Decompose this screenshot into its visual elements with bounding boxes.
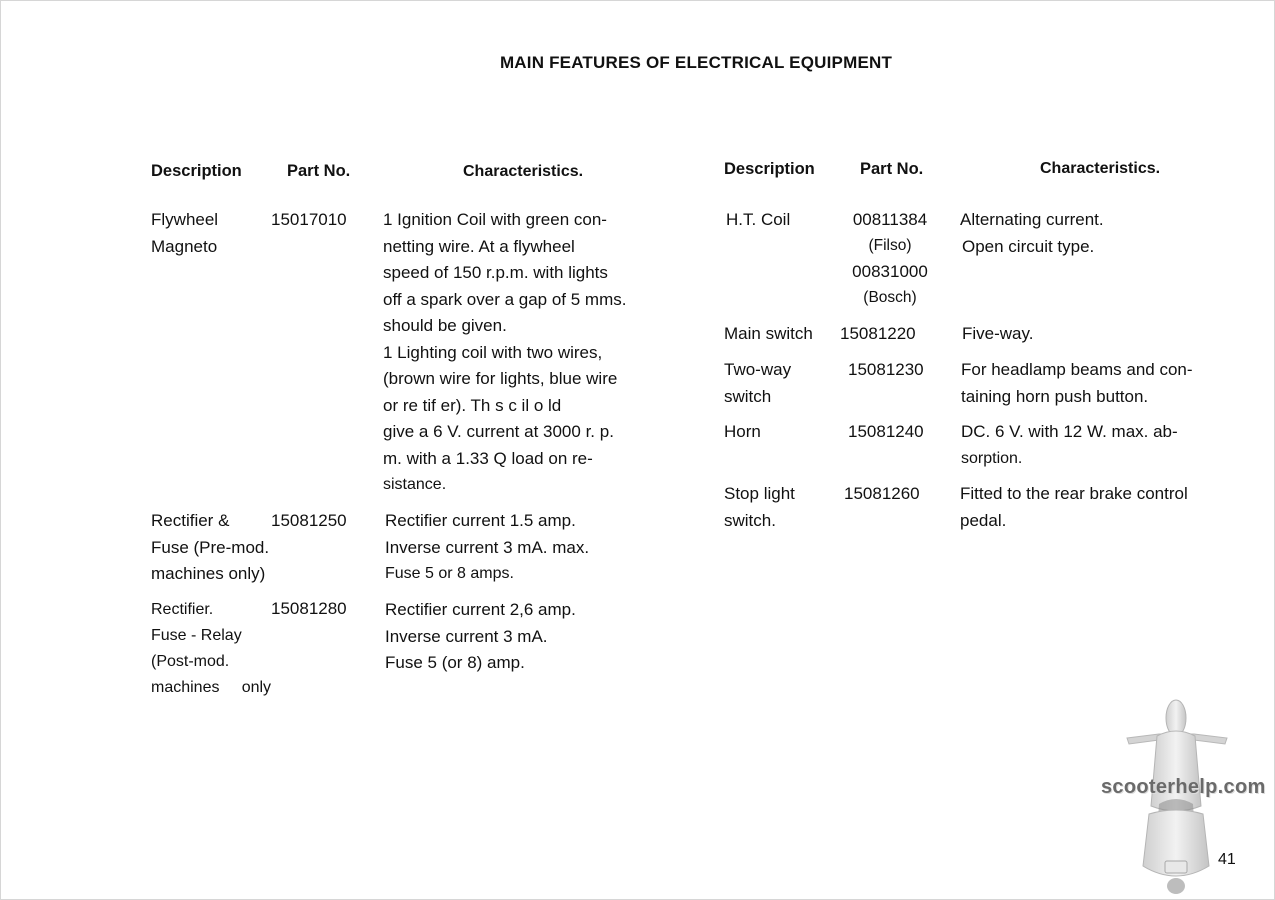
table-row-two-way-characteristics [961, 357, 1193, 410]
characteristic-line: (brown wire for lights, blue wire [383, 369, 618, 388]
table-row-rectifier-post-characteristics [385, 597, 576, 677]
characteristic-line: sistance. [383, 476, 447, 493]
characteristic-line: Fuse 5 or 8 amps. [385, 565, 514, 582]
table-row-flywheel-characteristics [383, 207, 626, 499]
header-characteristics-left: Characteristics. [463, 163, 584, 180]
description-line: Fuse (Pre-mod. [151, 537, 270, 557]
part-number-maker: (Filso) [868, 237, 912, 254]
table-row-rectifier-post-description [151, 597, 271, 701]
characteristic-line: or re tif er). Th s c il o ld [383, 395, 562, 415]
characteristic-line: DC. 6 V. with 12 W. max. ab- [961, 422, 1178, 441]
characteristic-line: pedal. [960, 510, 1007, 530]
characteristic-line: sorption. [961, 449, 1023, 467]
description-line: Two-way [724, 360, 792, 379]
header-description-right: Description [724, 160, 815, 178]
description-line: Flywheel [151, 210, 219, 229]
part-number: 15081220 [840, 324, 916, 343]
characteristic-line: Inverse current 3 mA. max. [385, 537, 590, 557]
characteristic-line: Rectifier current 1.5 amp. [385, 511, 576, 530]
description-line: (Post-mod. [151, 653, 230, 670]
table-row-rectifier-pre-characteristics [385, 508, 589, 588]
table-row-horn-characteristics [961, 419, 1178, 472]
page-number: 41 [1218, 851, 1236, 868]
characteristic-line: Fuse 5 (or 8) amp. [385, 653, 525, 672]
part-number: 15081250 [271, 511, 347, 530]
table-row-ht-coil-part-numbers [846, 207, 934, 311]
characteristic-line: 1 Lighting coil with two wires, [383, 342, 603, 362]
table-row-flywheel-description [151, 207, 218, 260]
header-part-no-right: Part No. [860, 160, 924, 178]
part-number: 15081280 [271, 599, 347, 618]
part-number: 00811384 [852, 210, 928, 229]
part-number: 15081230 [848, 360, 924, 379]
characteristic-line: speed of 150 r.p.m. with lights [383, 263, 608, 282]
table-row-rectifier-pre-description [151, 508, 269, 588]
characteristic-line: netting wire. At a flywheel [383, 236, 575, 256]
characteristic-line: Rectifier current 2,6 amp. [385, 600, 576, 619]
description-line: machines only) [151, 564, 266, 583]
characteristic-line: Five-way. [962, 324, 1034, 343]
table-row-stop-light-description [724, 481, 795, 534]
characteristic-line: Open circuit type. [962, 236, 1095, 256]
characteristic-line: taining horn push button. [961, 386, 1149, 406]
description-line: Fuse - Relay [151, 627, 242, 644]
table-row-two-way-description [724, 357, 791, 410]
description-line: Stop light [724, 484, 795, 503]
description-line: H.T. Coil [726, 210, 791, 229]
characteristic-line: should be given. [383, 316, 507, 335]
characteristic-line: For headlamp beams and con- [961, 360, 1193, 379]
description-line: Rectifier & [151, 511, 230, 530]
header-part-no-left: Part No. [287, 162, 351, 180]
part-number: 15081240 [848, 422, 924, 441]
description-line: switch. [724, 510, 776, 530]
description-line: Rectifier. [151, 601, 214, 618]
characteristic-line: give a 6 V. current at 3000 r. p. [383, 422, 614, 441]
characteristic-line: 1 Ignition Coil with green con- [383, 210, 607, 229]
header-description-left: Description [151, 162, 242, 180]
header-characteristics-right: Characteristics. [1040, 160, 1161, 177]
characteristic-line: off a spark over a gap of 5 mms. [383, 289, 627, 309]
page-title: MAIN FEATURES OF ELECTRICAL EQUIPMENT [499, 53, 893, 72]
table-row-stop-light-characteristics [960, 481, 1188, 534]
watermark-text: scooterhelp.com [1101, 776, 1266, 798]
part-number: 00831000 [852, 262, 928, 281]
description-line: switch [724, 386, 772, 406]
description-line: Main switch [724, 324, 813, 343]
characteristic-line: Fitted to the rear brake control [960, 484, 1188, 503]
part-number: 15081260 [844, 484, 920, 503]
part-number-maker: (Bosch) [863, 289, 917, 306]
description-line: Magneto [151, 236, 218, 256]
characteristic-line: Inverse current 3 mA. [385, 626, 548, 646]
part-number: 15017010 [271, 210, 347, 229]
description-line: Horn [724, 422, 761, 441]
characteristic-line: m. with a 1.33 Q load on re- [383, 448, 593, 468]
table-row-ht-coil-characteristics [960, 207, 1104, 260]
description-line: machines only [151, 679, 272, 696]
characteristic-line: Alternating current. [960, 210, 1104, 229]
